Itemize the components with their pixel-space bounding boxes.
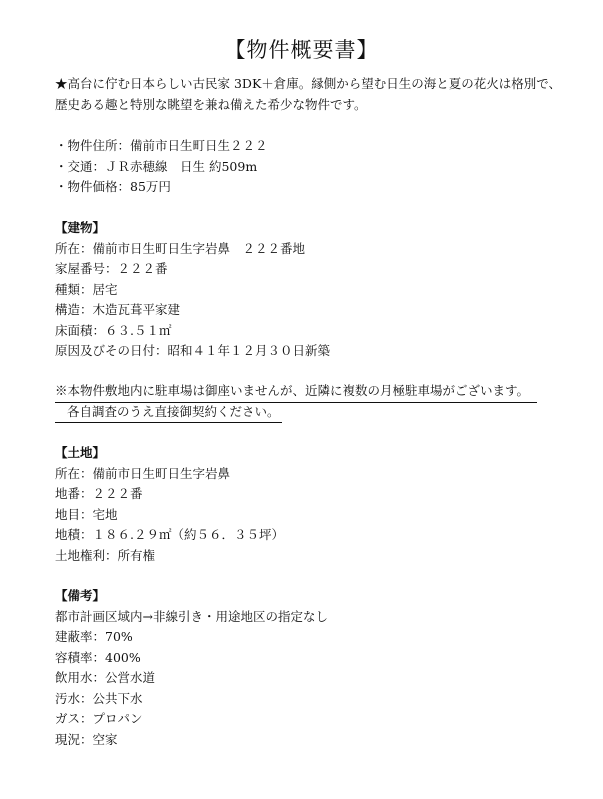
summary-transport: ・交通：ＪＲ赤穂線 日生 約509m xyxy=(55,158,258,174)
document-title: 【物件概要書】 xyxy=(224,38,379,62)
parking-note-line2: 各自調査のうえ直接御契約ください。 xyxy=(55,402,282,424)
remarks-floor-area-ratio: 容積率：400% xyxy=(55,649,141,665)
building-section xyxy=(55,218,575,362)
land-category: 地目：宅地 xyxy=(55,506,118,522)
remarks-sewage: 汚水：公共下水 xyxy=(55,690,143,706)
building-location: 所在：備前市日生町日生字岩鼻 ２２２番地 xyxy=(55,240,306,256)
remarks-gas: ガス：プロパン xyxy=(55,711,143,726)
remarks-water: 飲用水：公営水道 xyxy=(55,670,156,685)
remarks-status: 現況：空家 xyxy=(55,731,118,747)
building-structure: 構造：木造瓦葺平家建 xyxy=(55,302,181,317)
summary-price: ・物件価格：85万円 xyxy=(55,179,171,194)
intro-line: ★高台に佇む日本らしい古民家 3DK＋倉庫。縁側から望む日生の海と夏の花火は格別で、 xyxy=(55,76,562,91)
intro-paragraph xyxy=(55,74,575,115)
land-area: 地積：１８６.２９㎡（約５６．３５坪） xyxy=(55,527,284,542)
building-type: 種類：居宅 xyxy=(55,281,118,297)
remarks-zoning: 都市計画区域内→非線引き・用途地区の指定なし xyxy=(55,608,328,624)
summary-list xyxy=(55,136,575,198)
intro-line: 歴史ある趣と特別な眺望を兼ね備えた希少な物件です。 xyxy=(55,96,367,112)
remarks-coverage-ratio: 建蔽率：70% xyxy=(55,629,133,644)
building-heading: 【建物】 xyxy=(55,220,106,235)
parking-note-line1: ※本物件敷地内に駐車場は御座いませんが、近隣に複数の月極駐車場がございます。 xyxy=(55,381,537,403)
remarks-heading: 【備考】 xyxy=(55,588,106,603)
building-built-date: 原因及びその日付：昭和４１年１２月３０日新築 xyxy=(55,343,331,358)
remarks-section xyxy=(55,586,575,750)
summary-address: ・物件住所：備前市日生町日生２２２ xyxy=(55,138,268,153)
parking-note xyxy=(55,381,537,422)
land-rights: 土地権利：所有権 xyxy=(55,547,156,563)
building-floor-area: 床面積：６３.５１㎡ xyxy=(55,322,172,338)
land-heading: 【土地】 xyxy=(55,445,106,460)
building-house-number: 家屋番号：２２２番 xyxy=(55,261,168,276)
land-location: 所在：備前市日生町日生字岩鼻 xyxy=(55,465,231,481)
land-section xyxy=(55,443,575,566)
land-lot-number: 地番：２２２番 xyxy=(55,486,143,501)
